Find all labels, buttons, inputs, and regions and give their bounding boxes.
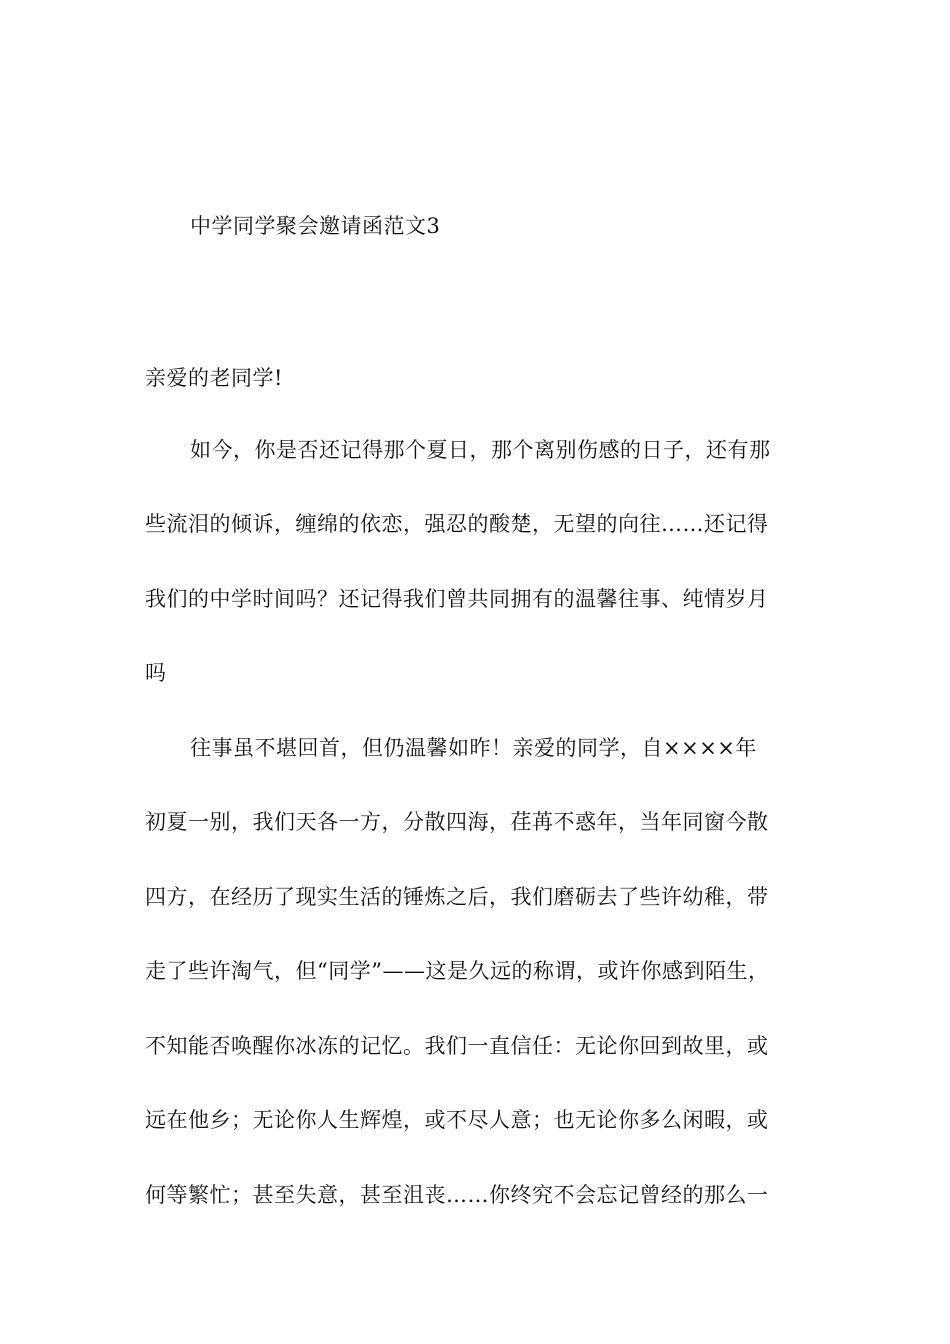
salutation: 亲爱的老同学! — [145, 366, 283, 390]
document-title: 中学同学聚会邀请函范文3 — [190, 214, 441, 238]
paragraph-line: 四方，在经历了现实生活的锤炼之后，我们磨砺去了些许幼稚，带 — [145, 885, 769, 909]
paragraph-line: 不知能否唤醒你冰冻的记忆。我们一直信任：无论你回到故里，或 — [145, 1034, 769, 1058]
paragraph-line: 何等繁忙；甚至失意，甚至沮丧……你终究不会忘记曾经的那么一 — [145, 1183, 769, 1207]
paragraph-line: 往事虽不堪回首，但仍温馨如昨！亲爱的同学，自××××年 — [190, 736, 757, 760]
paragraph-line: 远在他乡；无论你人生辉煌，或不尽人意；也无论你多么闲暇，或 — [145, 1108, 769, 1132]
paragraph-line: 初夏一别，我们天各一方，分散四海，荏苒不惑年，当年同窗今散 — [145, 810, 769, 834]
paragraph-line: 走了些许淘气，但“同学”——这是久远的称谓，或许你感到陌生， — [145, 959, 770, 983]
paragraph-line: 如今，你是否还记得那个夏日，那个离别伤感的日子，还有那 — [190, 438, 771, 462]
paragraph-line: 吗 — [145, 661, 167, 685]
paragraph-line: 我们的中学时间吗？还记得我们曾共同拥有的温馨往事、纯情岁月 — [145, 587, 769, 611]
paragraph-line: 些流泪的倾诉，缠绵的依恋，强忍的酸楚，无望的向往……还记得 — [145, 512, 769, 536]
